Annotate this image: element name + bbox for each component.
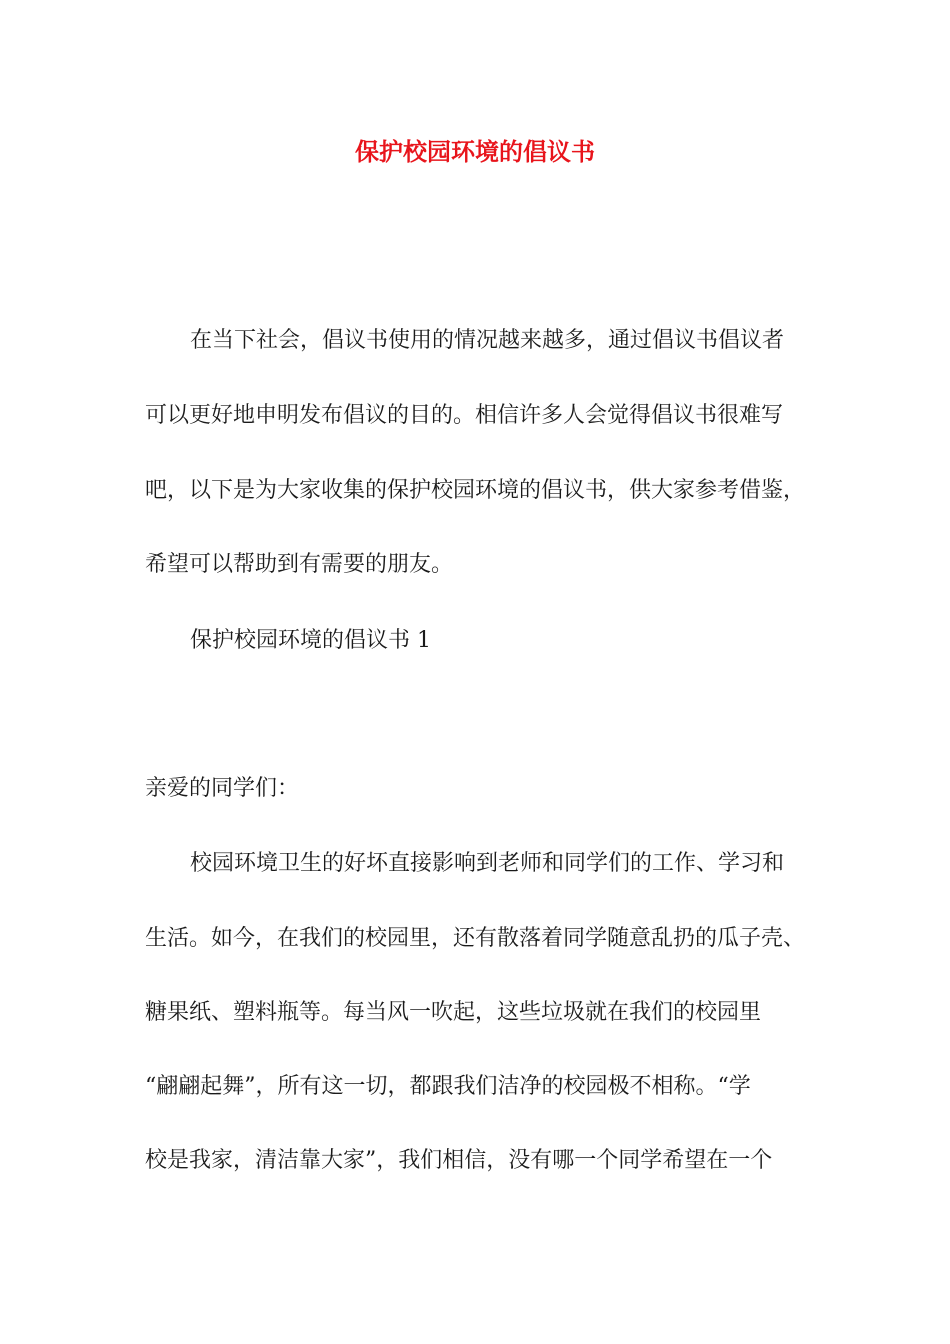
document-title: 保护校园环境的倡议书 bbox=[355, 137, 595, 166]
paragraph-line: 希望可以帮助到有需要的朋友。 bbox=[145, 552, 454, 577]
paragraph-line: 吧，以下是为大家收集的保护校园环境的倡议书，供大家参考借鉴， bbox=[145, 478, 806, 503]
salutation: 亲爱的同学们： bbox=[145, 776, 300, 801]
paragraph-line: 校园环境卫生的好坏直接影响到老师和同学们的工作、学习和 bbox=[190, 851, 785, 876]
paragraph-line: 校是我家，清洁靠大家”，我们相信，没有哪一个同学希望在一个 bbox=[145, 1148, 773, 1173]
section-heading: 保护校园环境的倡议书 1 bbox=[190, 628, 431, 653]
paragraph-line: 可以更好地申明发布倡议的目的。相信许多人会觉得倡议书很难写 bbox=[145, 403, 784, 428]
paragraph-line: 在当下社会，倡议书使用的情况越来越多，通过倡议书倡议者 bbox=[190, 328, 785, 353]
paragraph-line: 糖果纸、塑料瓶等。每当风一吹起，这些垃圾就在我们的校园里 bbox=[145, 1000, 762, 1025]
paragraph-line: 生活。如今，在我们的校园里，还有散落着同学随意乱扔的瓜子壳、 bbox=[145, 926, 806, 951]
paragraph-line: “翩翩起舞”，所有这一切，都跟我们洁净的校园极不相称。“学 bbox=[145, 1074, 751, 1099]
